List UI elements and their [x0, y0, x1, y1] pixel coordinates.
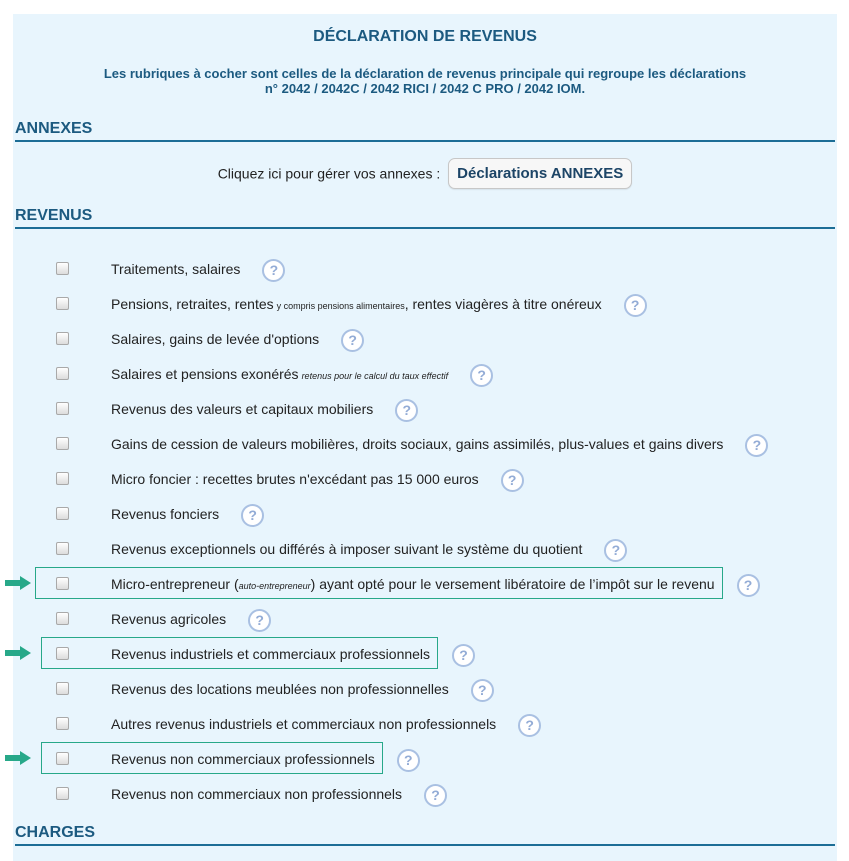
revenus-item-label-text: Revenus des locations meublées non professionnelles	[111, 681, 449, 698]
revenus-item-label	[111, 294, 647, 317]
annexes-prompt: Cliquez ici pour gérer vos annexes :	[217, 165, 441, 182]
revenus-item-checkbox[interactable]	[56, 402, 69, 415]
revenus-item-label	[111, 399, 418, 422]
help-question-icon[interactable]: ?	[452, 644, 475, 667]
revenus-item-label-note: y compris pensions alimentaires	[276, 301, 405, 312]
help-question-icon[interactable]: ?	[397, 749, 420, 772]
highlight-box	[35, 567, 723, 599]
revenus-item[interactable]	[13, 253, 837, 283]
revenus-item-label-text: Revenus non commerciaux professionnels	[111, 751, 375, 768]
revenus-item[interactable]	[13, 288, 837, 318]
revenus-item[interactable]	[13, 533, 837, 563]
help-question-icon[interactable]: ?	[624, 294, 647, 317]
revenus-item-label	[111, 469, 524, 492]
revenus-item[interactable]	[13, 393, 837, 423]
revenus-item[interactable]	[13, 708, 837, 738]
revenus-item-checkbox[interactable]	[56, 787, 69, 800]
help-question-icon[interactable]: ?	[424, 784, 447, 807]
revenus-item-label-text: Salaires, gains de levée d'options	[111, 331, 320, 348]
help-question-icon[interactable]: ?	[241, 504, 264, 527]
revenus-item-checkbox[interactable]	[56, 367, 69, 380]
revenus-item-checkbox[interactable]	[56, 297, 69, 310]
revenus-item[interactable]	[13, 603, 837, 633]
revenus-item[interactable]	[13, 778, 837, 808]
help-question-icon[interactable]: ?	[341, 329, 364, 352]
revenus-item-label	[111, 784, 447, 807]
help-question-icon[interactable]: ?	[501, 469, 524, 492]
arrow-right-icon	[5, 751, 31, 765]
revenus-item-checkbox[interactable]	[56, 612, 69, 625]
revenus-item-label-text: Micro foncier : recettes brutes n'excédant pas 15 000 euros	[111, 471, 479, 488]
revenus-item-label-text: Revenus fonciers	[111, 506, 220, 523]
revenus-item-label-text: Gains de cession de valeurs mobilières, droits sociaux, gains assimilés, plus-values et gains divers	[111, 436, 724, 453]
revenus-item-checkbox[interactable]	[56, 717, 69, 730]
revenus-item[interactable]	[13, 358, 837, 388]
section-heading-annexes: ANNEXES	[15, 120, 835, 142]
subtitle-line-2: n° 2042 / 2042C / 2042 RICI / 2042 C PRO / 2042 IOM.	[264, 81, 586, 96]
revenus-item-checkbox[interactable]	[56, 542, 69, 555]
revenus-item-label	[111, 329, 364, 352]
revenus-item-label	[111, 364, 493, 387]
help-question-icon[interactable]: ?	[604, 539, 627, 562]
revenus-item-label	[111, 504, 264, 527]
revenus-item-checkbox[interactable]	[56, 437, 69, 450]
page-subtitle	[33, 66, 817, 96]
arrow-right-icon	[5, 646, 31, 660]
revenus-item-checkbox[interactable]	[56, 507, 69, 520]
revenus-item-checkbox[interactable]	[56, 682, 69, 695]
revenus-item-label-text: Pensions, retraites, rentes	[111, 296, 274, 313]
declaration-panel	[13, 14, 837, 861]
revenus-item-label-suffix: ) ayant opté pour le versement libératoire de l’impôt sur le revenu	[310, 576, 715, 593]
help-question-icon[interactable]: ?	[470, 364, 493, 387]
revenus-item-label-text: Micro-entrepreneur (	[111, 576, 239, 593]
revenus-item[interactable]	[13, 323, 837, 353]
help-question-icon[interactable]: ?	[262, 259, 285, 282]
annexes-declarations-button[interactable]: Déclarations ANNEXES	[448, 158, 632, 189]
revenus-item-checkbox[interactable]	[56, 332, 69, 345]
revenus-item[interactable]	[13, 428, 837, 458]
revenus-item-label-note: auto-entrepreneur	[238, 581, 311, 592]
revenus-item-label-text: Revenus des valeurs et capitaux mobiliers	[111, 401, 374, 418]
section-heading-charges: CHARGES	[15, 824, 835, 846]
help-question-icon[interactable]: ?	[518, 714, 541, 737]
revenus-item-label	[111, 434, 768, 457]
section-heading-revenus: REVENUS	[15, 207, 835, 229]
page-title: DÉCLARATION DE REVENUS	[313, 28, 537, 45]
help-question-icon[interactable]: ?	[737, 574, 760, 597]
revenus-item[interactable]	[13, 463, 837, 493]
revenus-item-label-text: Autres revenus industriels et commerciaux non professionnels	[111, 716, 497, 733]
subtitle-line-1: Les rubriques à cocher sont celles de la déclaration de revenus principale qui regroupe les déclarations	[103, 66, 747, 81]
revenus-item-label	[111, 679, 494, 702]
revenus-item[interactable]	[13, 498, 837, 528]
revenus-item-label-text: Revenus exceptionnels ou différés à imposer suivant le système du quotient	[111, 541, 583, 558]
revenus-item-label-text: Revenus industriels et commerciaux professionnels	[111, 646, 431, 663]
revenus-item-checkbox[interactable]	[56, 472, 69, 485]
revenus-item-label-text: Revenus agricoles	[111, 611, 227, 628]
annexes-row	[13, 158, 837, 189]
revenus-item-label-text: Revenus non commerciaux non professionnels	[111, 786, 403, 803]
revenus-item-label-text: Traitements, salaires	[111, 261, 241, 278]
highlight-box	[41, 637, 438, 669]
revenus-item-label	[111, 609, 271, 632]
revenus-item[interactable]	[13, 673, 837, 703]
revenus-item-label	[111, 539, 627, 562]
revenus-item-label-suffix: , rentes viagères à titre onéreux	[404, 296, 602, 313]
revenus-item-checkbox[interactable]	[56, 262, 69, 275]
help-question-icon[interactable]: ?	[745, 434, 768, 457]
help-question-icon[interactable]: ?	[471, 679, 494, 702]
revenus-item-label	[111, 259, 285, 282]
help-question-icon[interactable]: ?	[395, 399, 418, 422]
highlight-box	[41, 742, 383, 774]
revenus-item-label-note: retenus pour le calcul du taux effectif	[301, 371, 449, 382]
revenus-item-label	[111, 714, 541, 737]
revenus-item-label-text: Salaires et pensions exonérés	[111, 366, 299, 383]
arrow-right-icon	[5, 576, 31, 590]
help-question-icon[interactable]: ?	[248, 609, 271, 632]
